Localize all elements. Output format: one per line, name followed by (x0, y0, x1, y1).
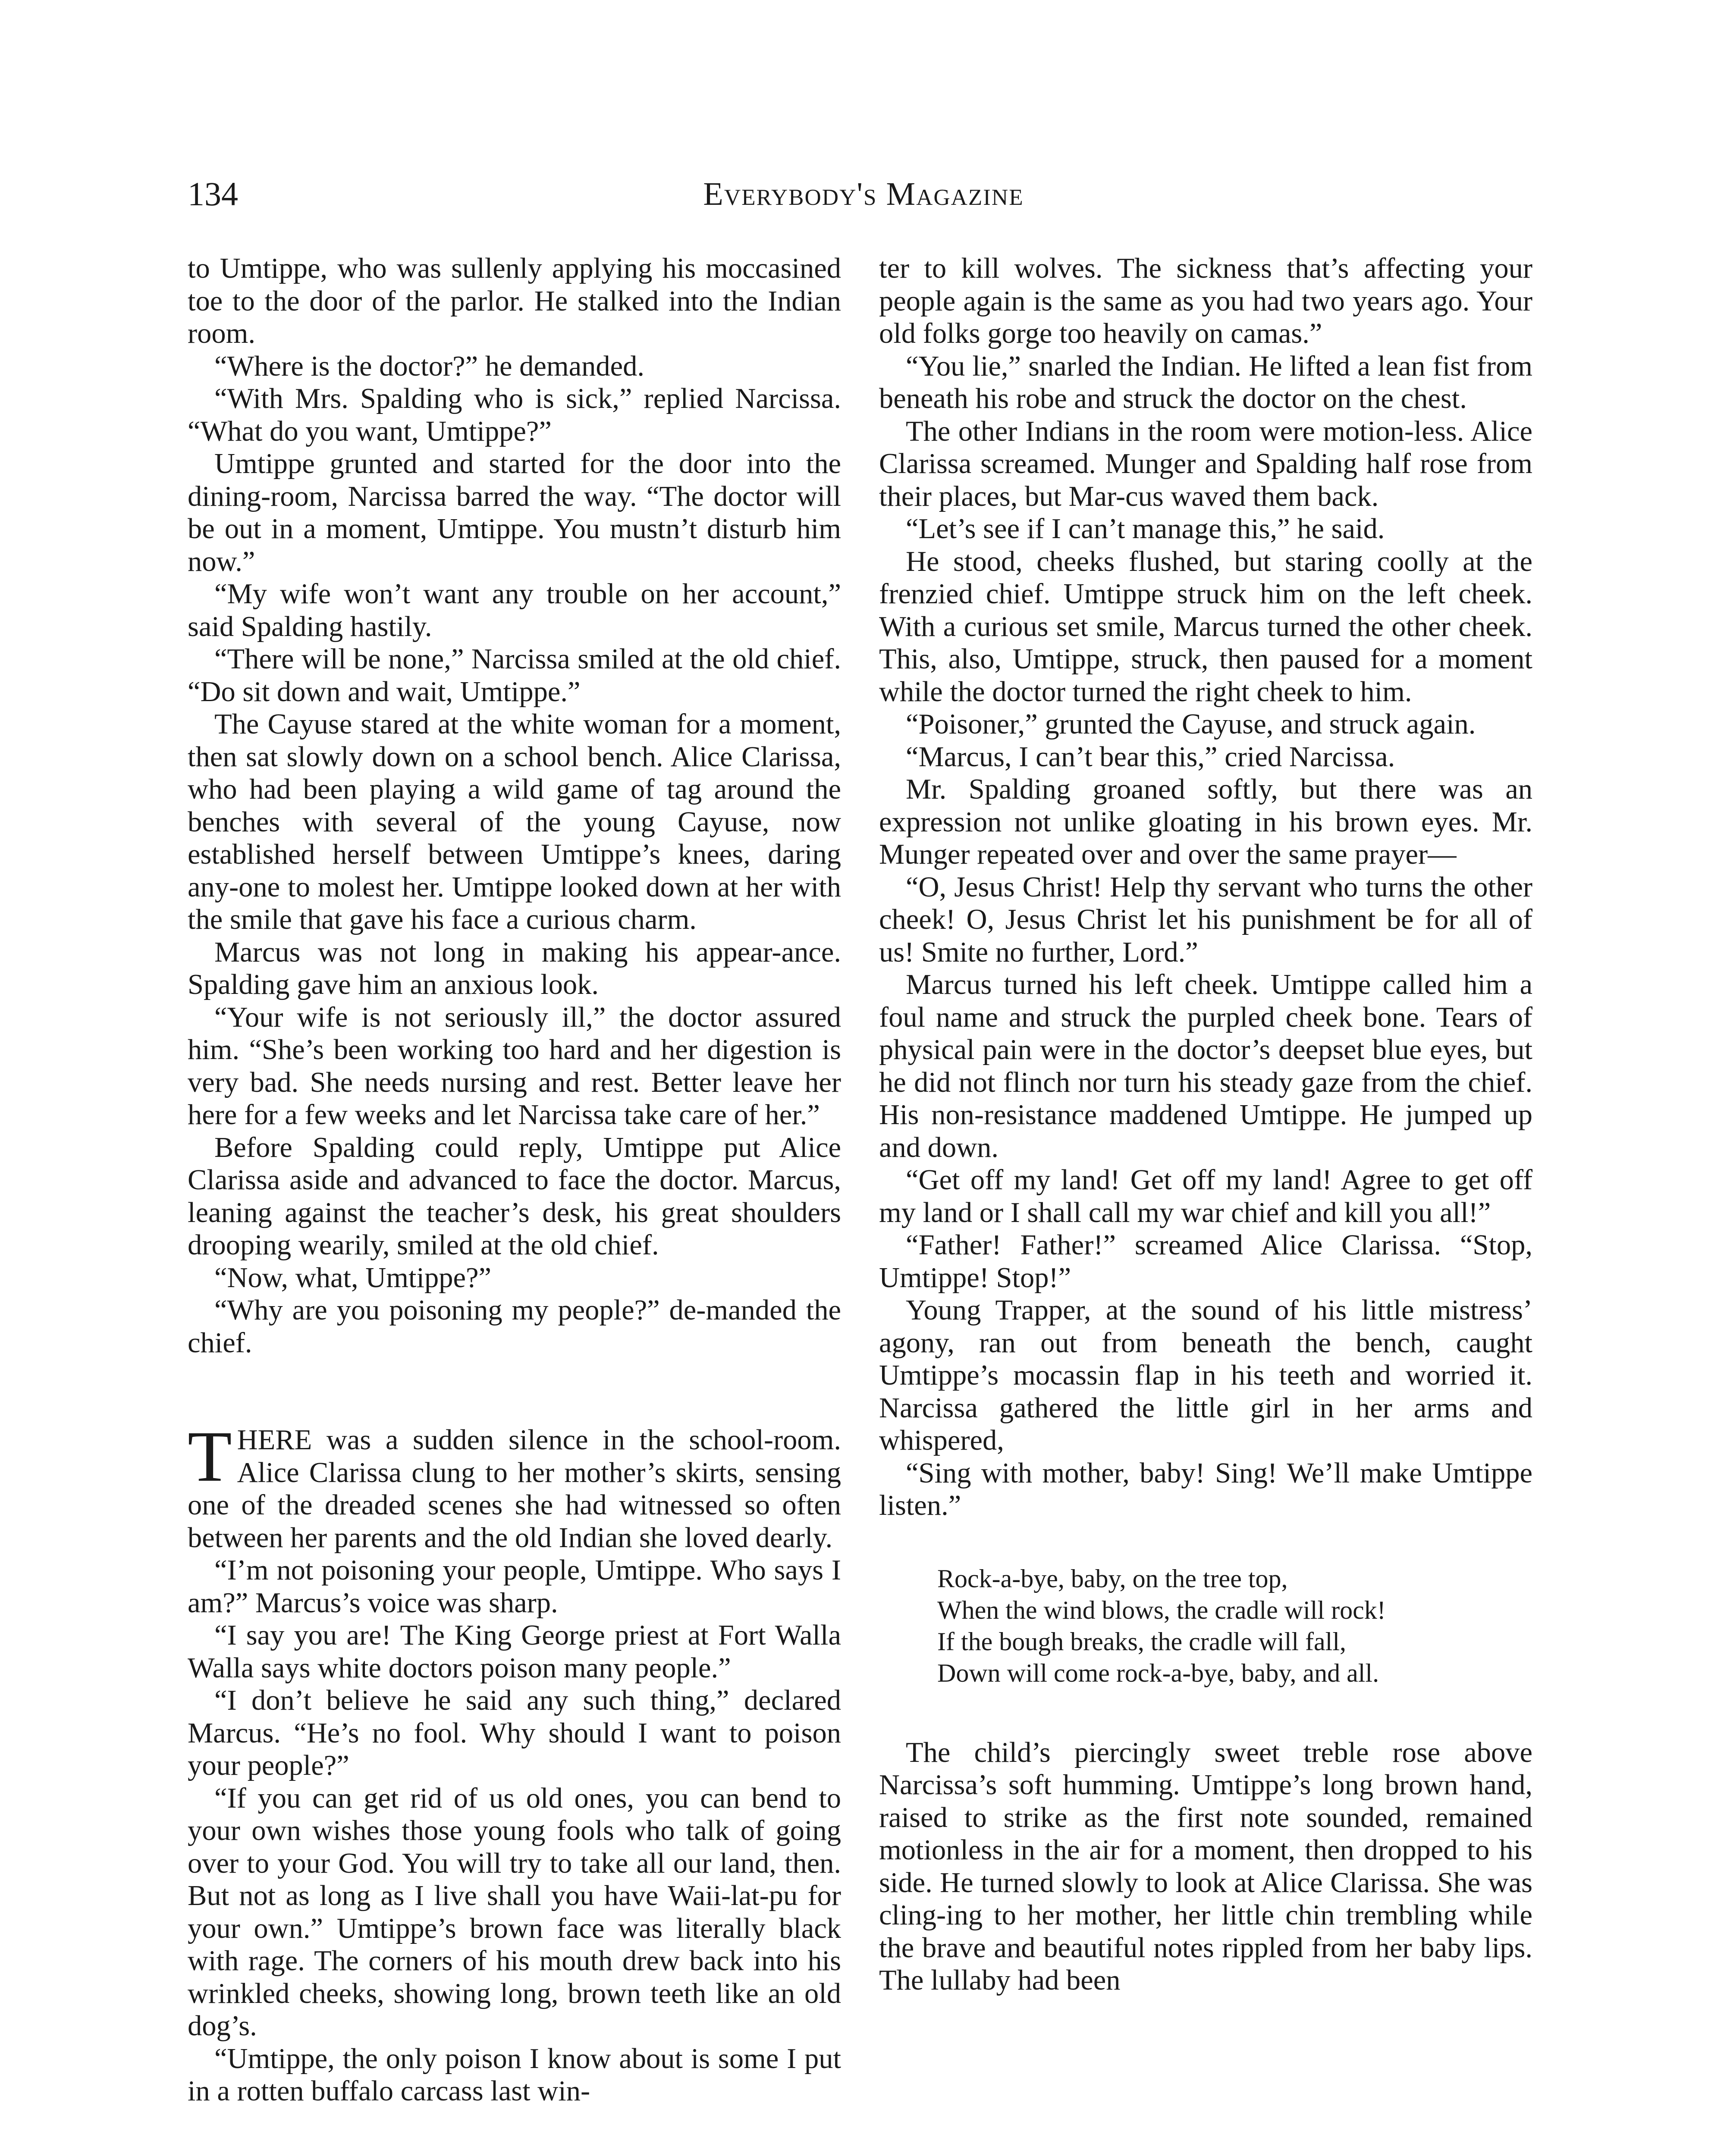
paragraph: “Where is the doctor?” he demanded. (214, 350, 645, 382)
right-column (879, 252, 1532, 1997)
paragraph: The Cayuse stared at the white woman for a moment, then sat slowly down on a school bench. Alice Clarissa, who had been playing a wild game of tag around the benches with several of the young Cayuse, now established herself between Umtippe’s knees, daring any-one to molest her. Umtippe looked down at her with the smile that gave his face a curious charm. (188, 708, 841, 935)
verse-line: When the wind blows, the cradle will rock! (937, 1595, 1386, 1624)
paragraph: “Poisoner,” grunted the Cayuse, and struck again. (906, 708, 1476, 740)
paragraph: “Now, what, Umtippe?” (214, 1262, 492, 1294)
paragraph: “There will be none,” Narcissa smiled at the old chief. “Do sit down and wait, Umtippe.” (188, 643, 841, 708)
page-number: 134 (188, 175, 238, 213)
verse-line: Rock-a-bye, baby, on the tree top, (937, 1564, 1288, 1593)
page-header (0, 170, 1727, 222)
paragraph: “Let’s see if I can’t manage this,” he said. (906, 513, 1385, 545)
drop-cap: T (188, 1416, 232, 1497)
paragraph: He stood, cheeks flushed, but staring coolly at the frenzied chief. Umtippe struck him on the left cheek. With a curious set smile, Marcus turned the other cheek. This, also, Umtippe, struck, then paused for a moment while the doctor turned the right cheek to him. (879, 545, 1532, 708)
paragraph: The other Indians in the room were motion-less. Alice Clarissa screamed. Munger and Spalding half rose from their places, but Mar-cus waved them back. (879, 415, 1532, 512)
paragraph: “I’m not poisoning your people, Umtippe. Who says I am?” Marcus’s voice was sharp. (188, 1554, 841, 1619)
paragraph: “I don’t believe he said any such thing,” declared Marcus. “He’s no fool. Why should I want to poison your people?” (188, 1685, 841, 1781)
paragraph: Umtippe grunted and started for the door into the dining-room, Narcissa barred the way. “The doctor will be out in a moment, Umtippe. You mustn’t disturb him now.” (188, 448, 841, 577)
paragraph-text: HERE was a sudden silence in the school-room. Alice Clarissa clung to her mother’s skirts, sensing one of the dreaded scenes she had witnessed so often between her parents and the old Indian she loved dearly. (188, 1424, 841, 1554)
paragraph: “With Mrs. Spalding who is sick,” replied Narcissa. “What do you want, Umtippe?” (188, 383, 841, 447)
paragraph: “Why are you poisoning my people?” de-manded the chief. (188, 1294, 841, 1359)
paragraph: to Umtippe, who was sullenly applying his moccasined toe to the door of the parlor. He stalked into the Indian room. (188, 253, 841, 349)
verse-line: Down will come rock-a-bye, baby, and all. (937, 1658, 1379, 1687)
section-opening-paragraph (188, 1416, 841, 1554)
paragraph: “Get off my land! Get off my land! Agree to get off my land or I shall call my war chief and kill you all!” (879, 1164, 1532, 1228)
paragraph: “If you can get rid of us old ones, you can bend to your own wishes those young fools who talk of going over to your God. You will try to take all our land, then. But not as long as I live shall you have Waii-lat-pu for your own.” Umtippe’s brown face was literally black with rage. The corners of his mouth drew back into his wrinkled cheeks, showing long, brown teeth like an old dog’s. (188, 1782, 841, 2042)
paragraph: “Umtippe, the only poison I know about is some I put in a rotten buffalo carcass last win- (188, 2043, 841, 2107)
paragraph: “You lie,” snarled the Indian. He lifted a lean fist from beneath his robe and struck the doctor on the chest. (879, 350, 1532, 414)
paragraph: Young Trapper, at the sound of his little mistress’ agony, ran out from beneath the bench, caught Umtippe’s mocassin flap in his teeth and worried it. Narcissa gathered the little girl in her arms and whispered, (879, 1294, 1532, 1456)
paragraph: ter to kill wolves. The sickness that’s affecting your people again is the same as you had two years ago. Your old folks gorge too heavily on camas.” (879, 253, 1532, 349)
paragraph: The child’s piercingly sweet treble rose above Narcissa’s soft humming. Umtippe’s long brown hand, raised to strike as the first note sounded, remained motionless in the air for a moment, then dropped to his side. He turned slowly to look at Alice Clarissa. She was cling-ing to her mother, her little chin trembling while the brave and beautiful notes rippled from her baby lips. The lullaby had been (879, 1736, 1532, 1996)
paragraph: “O, Jesus Christ! Help thy servant who turns the other cheek! O, Jesus Christ let his punishment be for all of us! Smite no further, Lord.” (879, 871, 1532, 968)
paragraph: “Father! Father!” screamed Alice Clarissa. “Stop, Umtippe! Stop!” (879, 1229, 1532, 1294)
verse-line: If the bough breaks, the cradle will fall, (937, 1627, 1346, 1656)
left-column (188, 252, 841, 2108)
paragraph: Marcus turned his left cheek. Umtippe called him a foul name and struck the purpled cheek bone. Tears of physical pain were in the doctor’s deepset blue eyes, but he did not flinch nor turn his steady gaze from the chief. His non-resistance maddened Umtippe. He jumped up and down. (879, 969, 1532, 1163)
paragraph: “Marcus, I can’t bear this,” cried Narcissa. (906, 741, 1395, 773)
paragraph: “Sing with mother, baby! Sing! We’ll make Umtippe listen.” (879, 1457, 1532, 1521)
paragraph: “Your wife is not seriously ill,” the doctor assured him. “She’s been working too hard and her digestion is very bad. She needs nursing and rest. Better leave her here for a few weeks and let Narcissa take care of her.” (188, 1001, 841, 1131)
paragraph: Marcus was not long in making his appear-ance. Spalding gave him an anxious look. (188, 936, 841, 1000)
paragraph: “My wife won’t want any trouble on her account,” said Spalding hastily. (188, 578, 841, 642)
paragraph: Mr. Spalding groaned softly, but there was an expression not unlike gloating in his brown eyes. Mr. Munger repeated over and over the same prayer— (879, 774, 1532, 870)
lullaby-verse (937, 1563, 1532, 1689)
running-head: Everybody's Magazine (703, 176, 1024, 212)
paragraph: Before Spalding could reply, Umtippe put Alice Clarissa aside and advanced to face the doctor. Marcus, leaning against the teacher’s desk, his great shoulders drooping wearily, smiled at the old chief. (188, 1131, 841, 1261)
paragraph: “I say you are! The King George priest at Fort Walla Walla says white doctors poison many people.” (188, 1620, 841, 1684)
